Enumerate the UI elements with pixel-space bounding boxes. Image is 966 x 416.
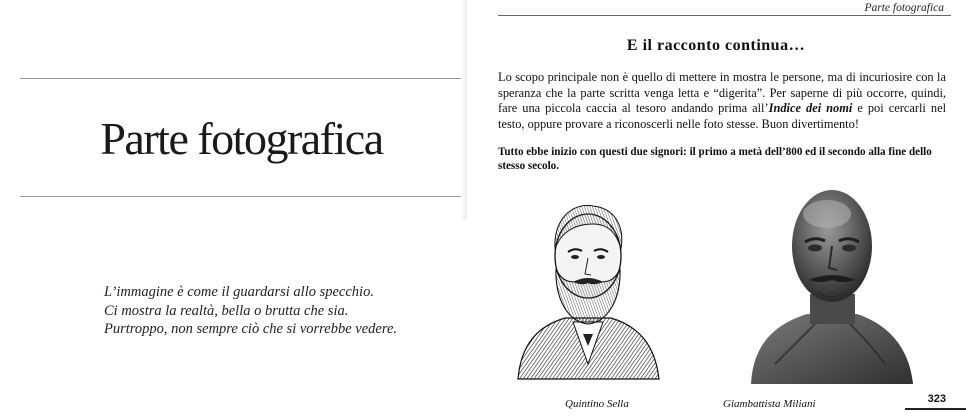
body-paragraph [498, 70, 946, 132]
running-header: Parte fotografica [864, 2, 944, 14]
paragraph-text: e poi cercarli nel testo, oppure provare a riconoscerli nelle foto stesse. Buon divertimento! [498, 101, 947, 131]
bottom-divider [20, 196, 466, 197]
page-number: 323 [927, 393, 946, 405]
bronze-bust-illustration [745, 184, 915, 392]
page-gutter [461, 0, 467, 220]
top-divider [20, 78, 466, 79]
section-title-large: Parte fotografica [100, 113, 383, 164]
portrait-quintino-sella [513, 194, 663, 386]
epigraph [104, 283, 397, 339]
epigraph-line: L’immagine è come il guardarsi allo specchio. [104, 284, 374, 300]
intro-bold-paragraph: Tutto ebbe inizio con questi due signori: il primo a metà dell’800 ed il secondo alla fine dello stesso secolo. [498, 146, 932, 172]
header-rule [498, 15, 951, 16]
right-page [483, 0, 966, 416]
paragraph-text: Lo scopo principale non è quello di mettere in mostra le persone, ma di incuriosire con la speranza che la parte scritta venga letta e “digerita”. Per saperne di più occorre, quindi, fare una piccola caccia al tesoro andando prima all’ [498, 70, 946, 116]
index-reference: Indice dei nomi [768, 101, 853, 116]
epigraph-line: Ci mostra la realtà, bella o brutta che sia. [104, 302, 349, 319]
portrait-caption: Quintino Sella [565, 398, 629, 410]
portrait-giambattista-miliani [745, 184, 915, 392]
engraving-illustration [513, 194, 663, 386]
epigraph-line: Purtroppo, non sempre ciò che si vorrebbe vedere. [104, 321, 398, 337]
portrait-caption: Giambattista Miliani [723, 398, 816, 410]
chapter-heading: E il racconto continua… [626, 37, 806, 54]
page-number-underline [905, 408, 966, 410]
